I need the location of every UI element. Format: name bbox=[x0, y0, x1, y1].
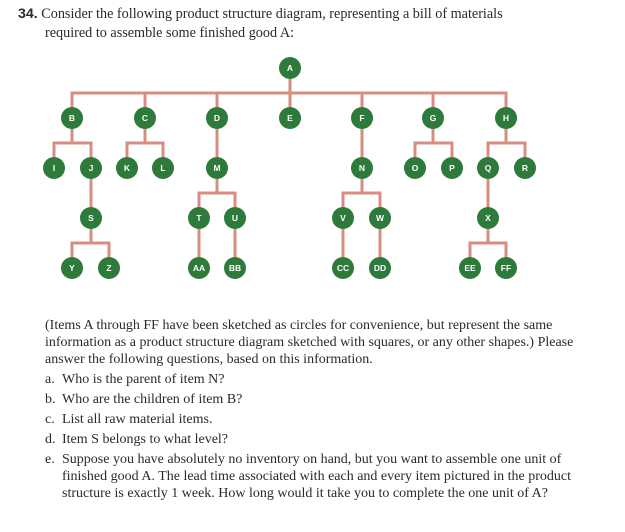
question-item-e bbox=[45, 451, 605, 502]
node-label: R bbox=[521, 163, 529, 173]
node-label: BB bbox=[228, 263, 242, 273]
node-i bbox=[43, 157, 65, 179]
node-label: M bbox=[213, 163, 221, 173]
node-label: CC bbox=[336, 263, 350, 273]
node-g bbox=[422, 107, 444, 129]
node-label: H bbox=[502, 113, 510, 123]
node-z bbox=[98, 257, 120, 279]
node-label: W bbox=[375, 213, 385, 223]
question-intro-line1: Consider the following product structure diagram, representing a bill of materials bbox=[41, 6, 503, 22]
question-item-c bbox=[45, 411, 605, 428]
node-label: V bbox=[340, 213, 346, 223]
question-list bbox=[45, 371, 605, 505]
node-v bbox=[332, 207, 354, 229]
node-label: FF bbox=[500, 263, 512, 273]
node-bb bbox=[224, 257, 246, 279]
node-label: AA bbox=[192, 263, 206, 273]
question-text: Item S belongs to what level? bbox=[62, 432, 229, 447]
question-item-d bbox=[45, 431, 605, 448]
node-label: X bbox=[485, 213, 491, 223]
node-h bbox=[495, 107, 517, 129]
node-aa bbox=[188, 257, 210, 279]
question-text: Who is the parent of item N? bbox=[62, 372, 225, 387]
node-label: S bbox=[88, 213, 94, 223]
question-intro-line2: required to assemble some finished good A: bbox=[45, 25, 295, 41]
node-label: DD bbox=[373, 263, 387, 273]
question-item-b bbox=[45, 391, 605, 408]
node-c bbox=[134, 107, 156, 129]
node-label: O bbox=[411, 163, 419, 173]
node-label: Y bbox=[69, 263, 75, 273]
node-label: F bbox=[359, 113, 365, 123]
node-n bbox=[351, 157, 373, 179]
node-ee bbox=[459, 257, 481, 279]
node-q bbox=[477, 157, 499, 179]
question-text: List all raw material items. bbox=[62, 412, 213, 427]
node-r bbox=[514, 157, 536, 179]
node-label: G bbox=[429, 113, 437, 123]
node-o bbox=[404, 157, 426, 179]
node-label: T bbox=[196, 213, 202, 223]
node-w bbox=[369, 207, 391, 229]
node-label: P bbox=[449, 163, 455, 173]
node-x bbox=[477, 207, 499, 229]
node-s bbox=[80, 207, 102, 229]
question-letter: c. bbox=[45, 412, 55, 427]
node-label: A bbox=[286, 63, 294, 73]
node-label: Z bbox=[106, 263, 112, 273]
node-label: EE bbox=[464, 263, 476, 273]
node-label: Q bbox=[484, 163, 492, 173]
question-number: 34. bbox=[18, 6, 38, 22]
node-m bbox=[206, 157, 228, 179]
node-k bbox=[116, 157, 138, 179]
node-y bbox=[61, 257, 83, 279]
node-label: K bbox=[123, 163, 131, 173]
node-label: N bbox=[358, 163, 366, 173]
question-letter: b. bbox=[45, 392, 56, 407]
node-d bbox=[206, 107, 228, 129]
node-ff bbox=[495, 257, 517, 279]
question-letter: a. bbox=[45, 372, 55, 387]
node-label: L bbox=[160, 163, 166, 173]
diagram-note: (Items A through FF have been sketched as circles for convenience, but represent the same information as a product structure diagram sketched with squares, or any other shapes.) Please answer the following questions, based on this information. bbox=[45, 318, 574, 367]
node-dd bbox=[369, 257, 391, 279]
question-item-a bbox=[45, 371, 605, 388]
question-letter: e. bbox=[45, 452, 55, 467]
node-e bbox=[279, 107, 301, 129]
node-cc bbox=[332, 257, 354, 279]
node-b bbox=[61, 107, 83, 129]
node-j bbox=[80, 157, 102, 179]
node-f bbox=[351, 107, 373, 129]
node-label: U bbox=[231, 213, 239, 223]
node-label: I bbox=[52, 163, 56, 173]
node-label: E bbox=[287, 113, 293, 123]
node-u bbox=[224, 207, 246, 229]
node-label: D bbox=[213, 113, 221, 123]
node-label: J bbox=[88, 163, 94, 173]
node-l bbox=[152, 157, 174, 179]
question-text: Who are the children of item B? bbox=[62, 392, 243, 407]
node-t bbox=[188, 207, 210, 229]
question-text: Suppose you have absolutely no inventory on hand, but you want to assemble one unit of finished good A. The lead time associated with each and every item pictured in the product structure is exactly 1 week. How long would it take you to complete the one unit of A? bbox=[62, 452, 572, 501]
node-label: B bbox=[68, 113, 76, 123]
question-letter: d. bbox=[45, 432, 56, 447]
node-p bbox=[441, 157, 463, 179]
node-label: C bbox=[141, 113, 149, 123]
node-a bbox=[279, 57, 301, 79]
